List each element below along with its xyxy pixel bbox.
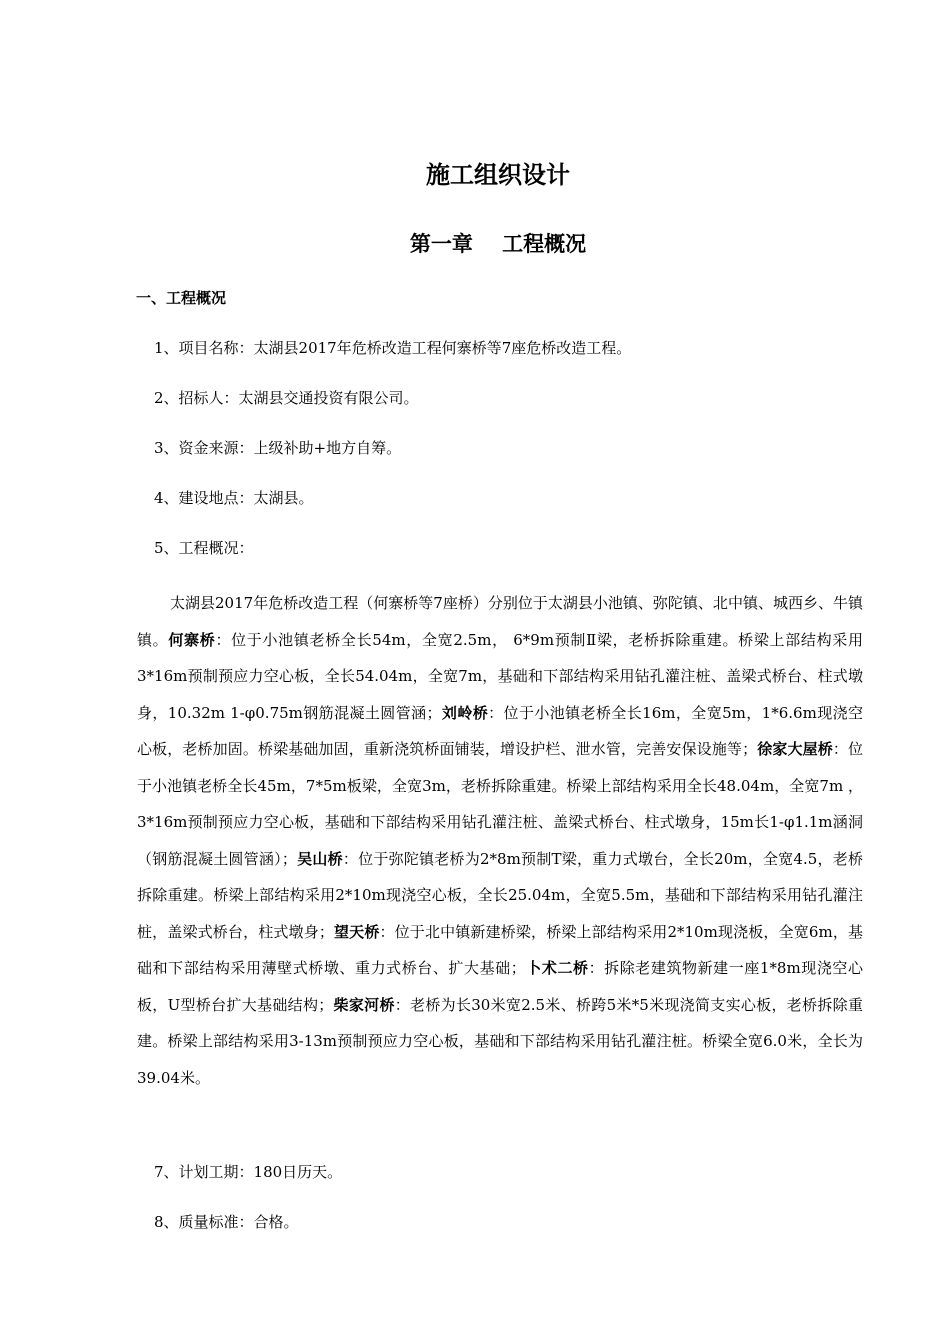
item-project-name: 1、项目名称：太湖县2017年危桥改造工程何寨桥等7座危桥改造工程。 — [154, 339, 632, 357]
item-quality-standard: 8、质量标准：合格。 — [154, 1213, 299, 1231]
bridge-description: ：位于小池镇老桥全长16m，全宽5m，1*6.6m现浇空心板，老桥加固。桥梁基础加固，重新浇筑桥面铺装，增设护栏、泄水管，完善安保设施等； — [137, 703, 864, 758]
item-schedule: 7、计划工期：180日历天。 — [154, 1163, 343, 1181]
item-overview-label: 5、工程概况： — [154, 539, 254, 557]
bridge-name: 刘岭桥 — [441, 703, 489, 722]
bridge-name: 望天桥 — [333, 922, 380, 941]
bridge-description: ：拆除老建筑物新建一座1*8m现浇空心板，U型桥台扩大基础结构； — [137, 959, 863, 1014]
document-title: 施工组织设计 — [426, 161, 570, 189]
bridge-description: ：位于北中镇新建桥梁，桥梁上部结构采用2*10m现浇板，全宽6m，基础和下部结构采用薄壁式桥墩、重力式桥台、扩大基础； — [137, 922, 863, 977]
item-tenderer: 2、招标人：太湖县交通投资有限公司。 — [154, 389, 419, 407]
bridge-description: ：位于小池镇老桥全长45m，7*5m板梁，全宽3m，老桥拆除重建。桥梁上部结构采用全长48.04m，全宽7m ，3*16m预制预应力空心板，基础和下部结构采用钻孔灌注桩、盖梁式桥台、柱式墩身，15m长1-φ1.1m涵洞（钢筋混凝土圆管涵）； — [137, 740, 863, 868]
bridge-name: 柴家河桥 — [333, 995, 395, 1014]
bridge-name: 徐家大屋桥 — [757, 740, 833, 758]
bridge-description: ：位于弥陀镇老桥为2*8m预制T梁，重力式墩台，全长20m，全宽4.5，老桥拆除重建。桥梁上部结构采用2*10m现浇空心板，全长25.04m，全宽5.5m，基础和下部结构采用钻孔灌注桩，盖梁式桥台，柱式墩身； — [137, 849, 863, 941]
item-location: 4、建设地点：太湖县。 — [154, 489, 314, 507]
section-heading: 一、工程概况 — [136, 289, 227, 307]
bridge-name: 吴山桥 — [296, 849, 343, 868]
bridge-name: 何寨桥 — [168, 630, 216, 649]
item-funding-source: 3、资金来源：上级补助+地方自筹。 — [154, 439, 402, 457]
chapter-title: 第一章 工程概况 — [409, 232, 587, 256]
overview-paragraph — [137, 585, 863, 1096]
overview-intro: 太湖县2017年危桥改造工程（何寨桥等7座桥）分别位于太湖县小池镇、弥陀镇、北中镇、城西乡、牛镇镇。 — [137, 594, 863, 649]
bridge-description: ：位于小池镇老桥全长54m，全宽2.5m， 6*9m预制Ⅱ梁，老桥拆除重建。桥梁上部结构采用3*16m预制预应力空心板，全长54.04m，全宽7m，基础和下部结构采用钻孔灌注桩、盖梁式桥台、柱式墩身，10.32m 1-φ0.75m钢筋混凝土圆管涵； — [137, 630, 863, 722]
bridge-description: ：老桥为长30米宽2.5米、桥跨5米*5米现浇简支实心板，老桥拆除重建。桥梁上部结构采用3-13m预制预应力空心板，基础和下部结构采用钻孔灌注桩。桥梁全宽6.0米，全长为39.04米。 — [137, 995, 863, 1087]
bridge-name: 卜术二桥 — [525, 959, 589, 977]
